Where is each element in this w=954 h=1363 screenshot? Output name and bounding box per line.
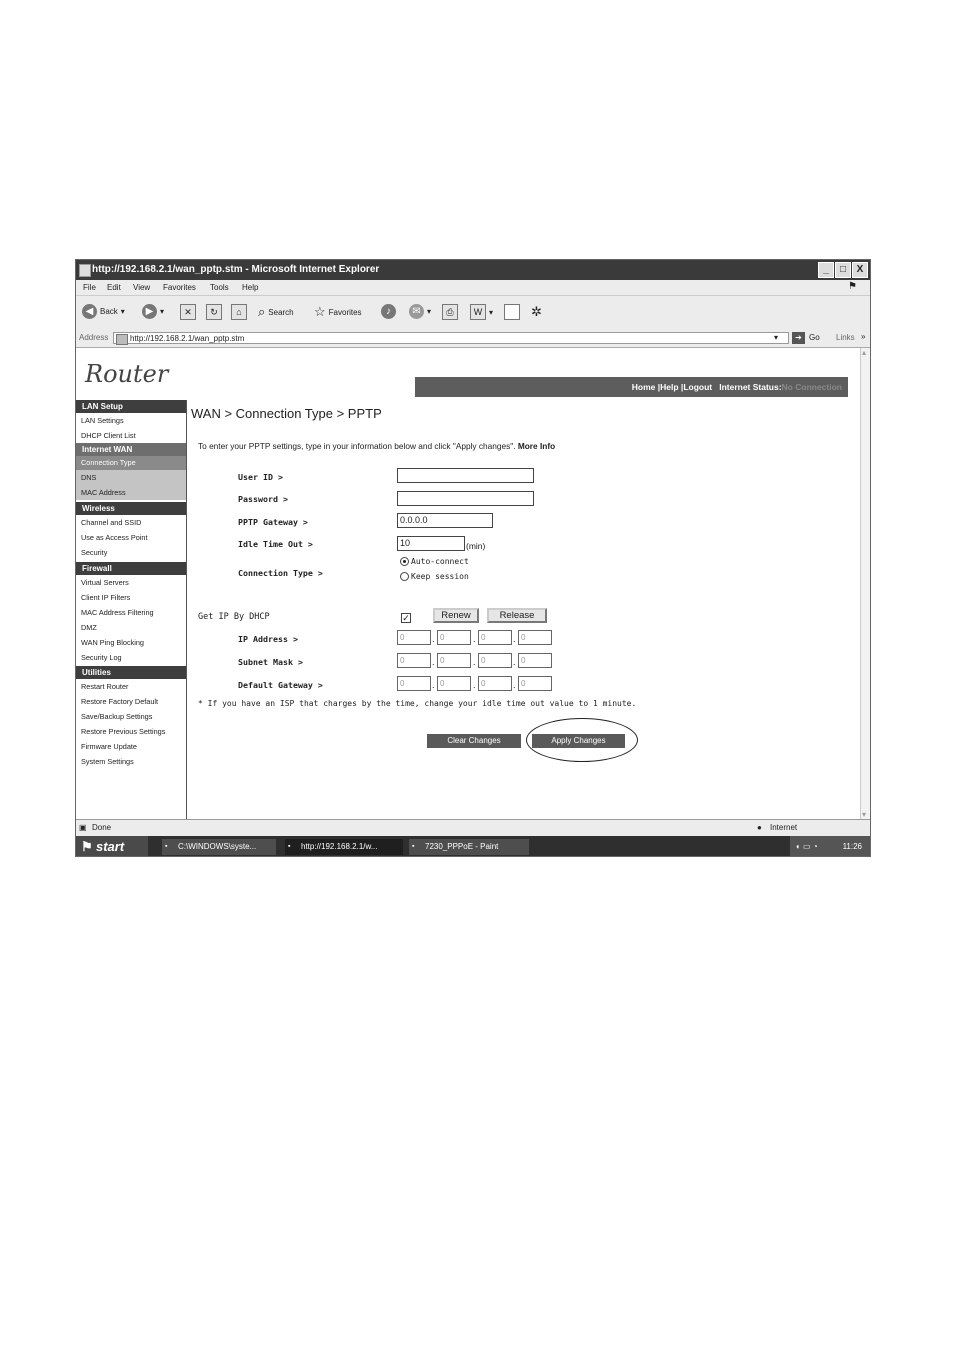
mask-octet-2[interactable]: 0: [437, 653, 471, 668]
gw-octet-2[interactable]: 0: [437, 676, 471, 691]
password-label: Password >: [238, 494, 288, 504]
menu-bar: [76, 280, 870, 296]
top-nav-links: Home |Help |Logout Internet Status:No Connection: [631, 382, 842, 392]
mask-octet-1[interactable]: 0: [397, 653, 431, 668]
print-icon: ⎙: [442, 304, 458, 320]
mask-octet-3[interactable]: 0: [478, 653, 512, 668]
mask-dot: .: [473, 657, 476, 667]
minimize-button[interactable]: _: [818, 262, 834, 278]
scroll-down-icon[interactable]: ▾: [862, 810, 867, 819]
back-button[interactable]: [82, 304, 125, 319]
keep-session-option[interactable]: [400, 572, 469, 581]
sidebar-item-restart-router[interactable]: Restart Router: [81, 682, 129, 691]
sidebar-section-firewall: Firewall: [76, 562, 186, 575]
home-icon: ⌂: [231, 304, 247, 320]
back-arrow-icon: ◀: [82, 304, 97, 319]
sidebar-item-mac-filtering[interactable]: MAC Address Filtering: [81, 608, 154, 617]
search-icon: ⌕: [258, 304, 266, 319]
favorites-label: Favorites: [328, 307, 362, 317]
messenger-button[interactable]: [531, 304, 542, 320]
chevron-down-icon: ▾: [427, 307, 432, 316]
sidebar-item-security[interactable]: Security: [81, 548, 108, 557]
sidebar-item-client-ip-filters[interactable]: Client IP Filters: [81, 593, 131, 602]
mail-icon: ✉: [409, 304, 424, 319]
system-tray: [790, 836, 870, 857]
sidebar-item-mac-address[interactable]: MAC Address: [76, 485, 186, 500]
auto-connect-label: Auto-connect: [411, 557, 469, 566]
gw-octet-1[interactable]: 0: [397, 676, 431, 691]
back-label: Back: [100, 307, 118, 316]
task-cmd[interactable]: [162, 839, 276, 855]
windows-flag-icon: ⚑: [81, 839, 93, 854]
stop-button[interactable]: [180, 304, 196, 320]
menu-tools[interactable]: Tools: [210, 283, 229, 292]
sidebar-item-dhcp-client-list[interactable]: DHCP Client List: [81, 431, 136, 440]
task-paint-label: 7230_PPPoE - Paint: [425, 842, 499, 851]
address-bar: [76, 330, 870, 348]
gw-dot: .: [432, 680, 435, 690]
user-id-label: User ID >: [238, 472, 283, 482]
intro-sentence: To enter your PPTP settings, type in your information below and click "Apply changes".: [198, 441, 516, 451]
media-button[interactable]: [381, 304, 396, 319]
page-content: [76, 348, 860, 819]
auto-connect-radio[interactable]: [400, 557, 409, 566]
star-icon: ☆: [314, 304, 326, 319]
stop-icon: ✕: [180, 304, 196, 320]
more-info-link[interactable]: More Info: [517, 441, 556, 451]
edit-button[interactable]: [470, 304, 493, 320]
ip-octet-3[interactable]: 0: [478, 630, 512, 645]
sidebar-item-access-point[interactable]: Use as Access Point: [81, 533, 148, 542]
ip-address-label: IP Address >: [238, 634, 298, 644]
window-titlebar: [76, 260, 870, 280]
go-arrow-icon[interactable]: ➔: [792, 332, 805, 344]
dhcp-label: Get IP By DHCP: [198, 612, 270, 622]
help-link[interactable]: Help: [660, 382, 679, 392]
sidebar-item-dns[interactable]: DNS: [76, 470, 186, 485]
sidebar-item-firmware-update[interactable]: Firmware Update: [81, 742, 137, 751]
print-button[interactable]: [442, 304, 458, 320]
internet-status-label: Internet Status:: [719, 382, 782, 392]
refresh-button[interactable]: [206, 304, 222, 320]
sidebar-item-lan-settings[interactable]: LAN Settings: [81, 416, 124, 425]
main-content: [187, 400, 860, 819]
favorites-button[interactable]: [314, 304, 362, 320]
scroll-up-icon[interactable]: ▴: [862, 348, 867, 357]
sidebar-section-wireless: Wireless: [76, 502, 186, 515]
user-id-input[interactable]: [397, 468, 534, 483]
mask-dot: .: [432, 657, 435, 667]
idle-timeout-unit: (min): [466, 541, 486, 551]
mail-button[interactable]: [409, 304, 431, 319]
taskbar: [76, 836, 870, 857]
task-ie-label: http://192.168.2.1/w...: [301, 842, 378, 851]
logout-link[interactable]: Logout: [683, 382, 713, 392]
menu-view[interactable]: View: [133, 283, 151, 292]
sidebar-item-dmz[interactable]: DMZ: [81, 623, 97, 632]
gw-octet-4[interactable]: 0: [518, 676, 552, 691]
mask-octet-4[interactable]: 0: [518, 653, 552, 668]
forward-arrow-icon: ▶: [142, 304, 157, 319]
media-icon: ♪: [381, 304, 396, 319]
intro-text: [198, 441, 555, 451]
start-label: start: [96, 839, 125, 854]
chevron-right-icon[interactable]: »: [861, 332, 866, 341]
home-button[interactable]: [231, 304, 247, 320]
refresh-icon: ↻: [206, 304, 222, 320]
pptp-gateway-input[interactable]: 0.0.0.0: [397, 513, 493, 528]
connection-type-label: Connection Type >: [238, 568, 323, 578]
mask-dot: .: [513, 657, 516, 667]
idle-timeout-label: Idle Time Out >: [238, 539, 313, 549]
discuss-button[interactable]: [504, 304, 520, 320]
sidebar: [76, 400, 187, 819]
cmd-icon: ▪: [165, 843, 168, 850]
menu-favorites[interactable]: Favorites: [163, 283, 196, 292]
page-title: WAN > Connection Type > PPTP: [191, 406, 382, 421]
windows-logo-icon: ⚑: [848, 281, 857, 292]
ie-window-icon: [79, 264, 91, 277]
home-link[interactable]: Home: [631, 382, 656, 392]
window-title: http://192.168.2.1/wan_pptp.stm - Microsoft Internet Explorer: [92, 264, 380, 275]
tray-icons[interactable]: ◐ ▭ ◔: [796, 842, 818, 851]
clock: 11:26: [842, 842, 862, 851]
menu-file[interactable]: File: [83, 283, 96, 292]
password-input[interactable]: [397, 491, 534, 506]
chevron-down-icon: ▾: [160, 307, 165, 316]
ip-octet-2[interactable]: 0: [437, 630, 471, 645]
task-ie[interactable]: [285, 839, 403, 855]
release-button[interactable]: Release: [487, 608, 547, 623]
sidebar-item-restore-factory[interactable]: Restore Factory Default: [81, 697, 159, 706]
browser-screenshot: [75, 259, 871, 857]
renew-button[interactable]: Renew: [433, 608, 479, 623]
subnet-mask-label: Subnet Mask >: [238, 657, 303, 667]
router-logo: Router: [85, 360, 169, 388]
search-button[interactable]: [258, 304, 294, 320]
maximize-button[interactable]: □: [835, 262, 851, 278]
sidebar-item-security-log[interactable]: Security Log: [81, 653, 122, 662]
forward-button[interactable]: [142, 304, 164, 319]
ip-dot: .: [432, 634, 435, 644]
ip-dot: .: [513, 634, 516, 644]
address-dropdown-icon[interactable]: ▾: [774, 333, 779, 342]
sidebar-item-save-backup[interactable]: Save/Backup Settings: [81, 712, 153, 721]
toolbar: [76, 296, 870, 331]
address-input[interactable]: [113, 332, 789, 344]
close-button[interactable]: X: [852, 262, 868, 278]
apply-changes-button[interactable]: Apply Changes: [532, 734, 625, 748]
idle-timeout-input[interactable]: 10: [397, 536, 465, 551]
gw-dot: .: [513, 680, 516, 690]
paint-icon: ▪: [412, 843, 415, 850]
chevron-down-icon: ▾: [489, 307, 494, 317]
default-gateway-label: Default Gateway >: [238, 680, 323, 690]
globe-icon: ●: [757, 823, 762, 832]
sidebar-item-connection-type[interactable]: Connection Type: [76, 456, 186, 470]
messenger-icon: ✲: [531, 304, 542, 319]
menu-help[interactable]: Help: [242, 283, 259, 292]
internet-status-value: No Connection: [781, 382, 842, 392]
word-icon: W: [470, 304, 486, 320]
search-label: Search: [268, 307, 294, 317]
status-bar: [76, 819, 870, 837]
ip-dot: .: [473, 634, 476, 644]
status-page-icon: ▣: [79, 823, 87, 832]
auto-connect-option[interactable]: [400, 557, 469, 566]
ie-icon: ▪: [288, 843, 291, 850]
address-url: http://192.168.2.1/wan_pptp.stm: [130, 334, 245, 343]
sidebar-item-system-settings[interactable]: System Settings: [81, 757, 134, 766]
status-zone: Internet: [770, 823, 798, 832]
sidebar-section-lan: LAN Setup: [76, 400, 186, 413]
start-button[interactable]: [76, 836, 148, 857]
sidebar-item-restore-previous[interactable]: Restore Previous Settings: [81, 727, 166, 736]
discuss-icon: [504, 304, 520, 320]
sidebar-section-internet-wan: Internet WAN: [76, 443, 186, 456]
pptp-gateway-label: PPTP Gateway >: [238, 517, 308, 527]
sidebar-item-wan-ping-blocking[interactable]: WAN Ping Blocking: [81, 638, 144, 647]
clear-changes-button[interactable]: Clear Changes: [427, 734, 521, 748]
keep-session-label: Keep session: [411, 572, 469, 581]
dhcp-checkbox[interactable]: ✓: [402, 613, 410, 623]
keep-session-radio[interactable]: [400, 572, 409, 581]
vertical-scrollbar[interactable]: [860, 348, 871, 819]
sidebar-section-utilities: Utilities: [76, 666, 186, 679]
task-cmd-label: C:\WINDOWS\syste...: [178, 842, 257, 851]
top-nav: [415, 377, 848, 397]
gw-dot: .: [473, 680, 476, 690]
page-icon: [116, 334, 128, 345]
sidebar-item-channel-ssid[interactable]: Channel and SSID: [81, 518, 142, 527]
task-paint[interactable]: [409, 839, 529, 855]
status-text: Done: [92, 823, 112, 832]
idle-note: * If you have an ISP that charges by the time, change your idle time out value to 1 minute.: [198, 699, 637, 708]
menu-edit[interactable]: Edit: [107, 283, 121, 292]
chevron-down-icon: ▾: [120, 307, 125, 316]
address-label: Address: [79, 333, 109, 342]
go-button[interactable]: Go: [809, 333, 820, 342]
gw-octet-3[interactable]: 0: [478, 676, 512, 691]
links-button[interactable]: Links: [836, 333, 855, 342]
ip-octet-1[interactable]: 0: [397, 630, 431, 645]
ip-octet-4[interactable]: 0: [518, 630, 552, 645]
sidebar-item-virtual-servers[interactable]: Virtual Servers: [81, 578, 129, 587]
